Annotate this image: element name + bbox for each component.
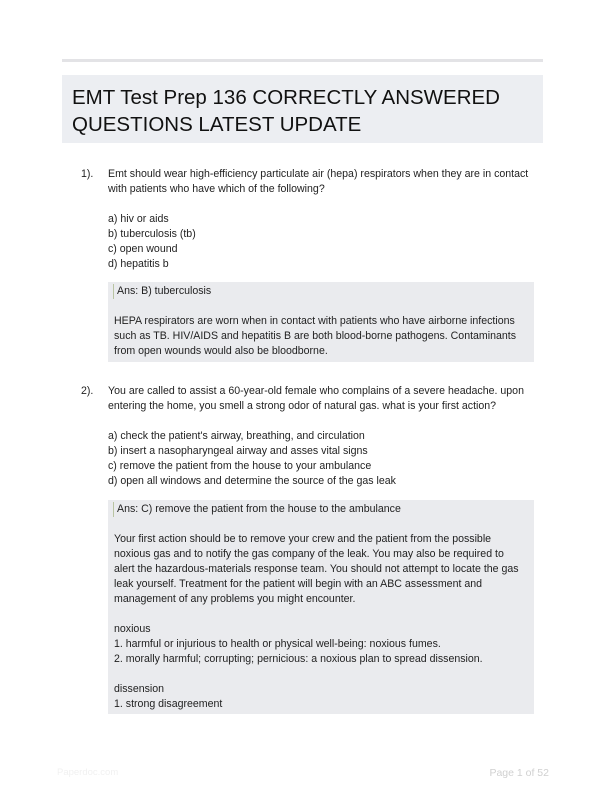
- option-a: a) hiv or aids: [108, 213, 169, 225]
- options-list: [108, 212, 196, 272]
- option-c: c) remove the patient from the house to your ambulance: [108, 460, 372, 472]
- option-d: d) open all windows and determine the source of the gas leak: [108, 475, 396, 487]
- option-d: d) hepatitis b: [108, 258, 169, 270]
- answer-box: [108, 500, 534, 714]
- definition-term: noxious: [114, 623, 151, 635]
- definition-sense: 1. strong disagreement: [114, 698, 223, 710]
- page-indicator: Page 1 of 52: [489, 767, 549, 779]
- top-rule: [62, 59, 543, 62]
- definition-sense: 1. harmful or injurious to health or physical well-being: noxious fumes.: [114, 638, 441, 650]
- answer-line: Ans: C) remove the patient from the house to the ambulance: [113, 502, 526, 517]
- option-c: c) open wound: [108, 243, 178, 255]
- option-a: a) check the patient's airway, breathing, and circulation: [108, 430, 365, 442]
- question-number: 2).: [81, 385, 94, 397]
- definition-term: dissension: [114, 683, 165, 695]
- title-box: [62, 75, 543, 143]
- question-text: Emt should wear high-efficiency particulate air (hepa) respirators when they are in contact with patients who have which of the following?: [108, 168, 529, 195]
- option-b: b) insert a nasopharyngeal airway and asses vital signs: [108, 445, 368, 457]
- definition-senses: [114, 697, 526, 712]
- footer-watermark: Paperdoc.com: [57, 767, 119, 778]
- answer-explanation: Your first action should be to remove your crew and the patient from the possible noxious gas and to notify the gas company of the leak. You may also be required to alert the hazardous-materials response team. You should not attempt to locate the gas leak yourself. Treatment for the patient will begin with an ABC assessment and management of any problems you might encounter.: [114, 533, 519, 605]
- definition-senses: [114, 637, 526, 667]
- option-b: b) tuberculosis (tb): [108, 228, 196, 240]
- definition-sense: 2. morally harmful; corrupting; pernicious: a noxious plan to spread dissension.: [114, 653, 483, 665]
- answer-explanation: HEPA respirators are worn when in contact with patients who have airborne infections such as TB. HIV/AIDS and hepatitis B are both blood-borne pathogens. Contaminants from open wounds would also be bloodborne.: [114, 315, 517, 357]
- options-list: [108, 429, 396, 489]
- document-title: EMT Test Prep 136 CORRECTLY ANSWERED QUESTIONS LATEST UPDATE: [72, 86, 500, 136]
- answer-box: [108, 282, 534, 362]
- answer-line: Ans: B) tuberculosis: [113, 284, 526, 299]
- question-text: You are called to assist a 60-year-old female who complains of a severe headache. upon entering the home, you smell a strong odor of natural gas. what is your first action?: [108, 385, 524, 412]
- question-number: 1).: [81, 168, 94, 180]
